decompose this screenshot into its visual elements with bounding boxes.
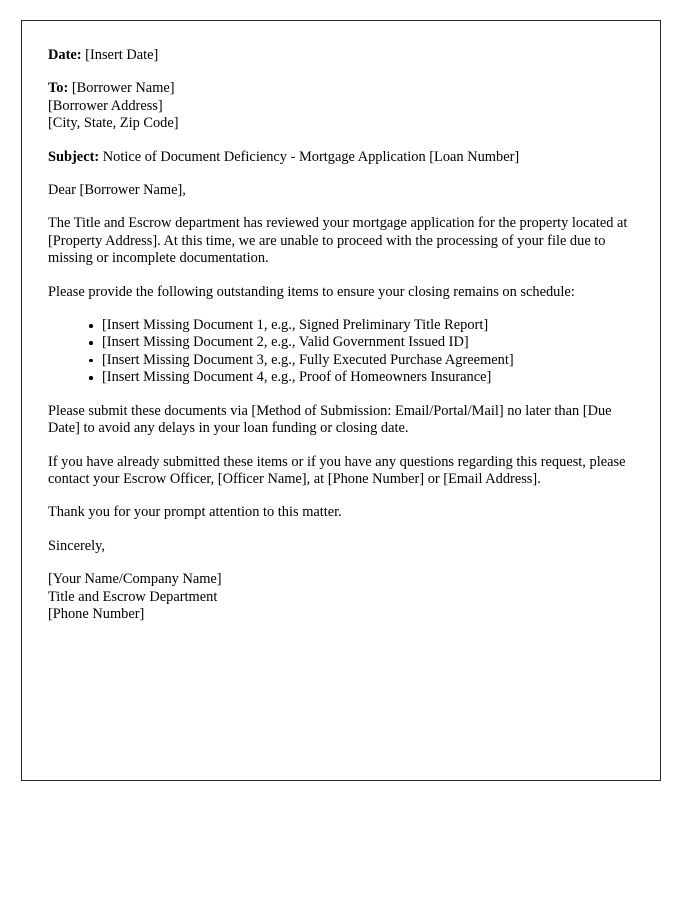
letter-content xyxy=(48,47,636,623)
recipient-name: [Borrower Name] xyxy=(71,80,175,97)
bullet-icon xyxy=(89,341,93,345)
list-item-label: [Insert Missing Document 1, e.g., Signed Preliminary Title Report] xyxy=(102,317,489,334)
subject-label: Subject: xyxy=(48,148,100,165)
body-paragraph-3: Please submit these documents via [Method of Submission: Email/Portal/Mail] no later than [Due Date] to avoid any delays in your loan funding or closing date. xyxy=(48,402,612,437)
list-item xyxy=(102,334,636,351)
signature-department: Title and Escrow Department xyxy=(48,588,218,605)
list-item-label: [Insert Missing Document 2, e.g., Valid Government Issued ID] xyxy=(102,334,469,351)
subject-block xyxy=(48,149,636,166)
bullet-icon xyxy=(89,359,93,363)
recipient-name-line xyxy=(48,80,636,97)
list-item-label: [Insert Missing Document 3, e.g., Fully Executed Purchase Agreement] xyxy=(102,351,514,368)
closing-block xyxy=(48,538,636,555)
recipient-city-state-zip: [City, State, Zip Code] xyxy=(48,115,179,132)
signature-name: [Your Name/Company Name] xyxy=(48,571,222,588)
list-item-label: [Insert Missing Document 4, e.g., Proof of Homeowners Insurance] xyxy=(102,369,492,386)
letter-page xyxy=(21,20,661,781)
list-item xyxy=(102,317,636,334)
date-line xyxy=(48,47,636,64)
closing-salutation: Sincerely, xyxy=(48,537,106,554)
body-paragraph-5: Thank you for your prompt attention to this matter. xyxy=(48,504,342,521)
greeting: Dear [Borrower Name], xyxy=(48,182,186,199)
greeting-block xyxy=(48,182,636,199)
signature-phone: [Phone Number] xyxy=(48,605,145,622)
list-item xyxy=(102,369,636,386)
body-paragraph-4: If you have already submitted these items or if you have any questions regarding this request, please contact your Escrow Officer, [Officer Name], at [Phone Number] or [Email Address]. xyxy=(48,453,626,487)
recipient-block xyxy=(48,80,636,132)
bullet-icon xyxy=(89,324,93,328)
date-label: Date: xyxy=(48,47,82,63)
subject-value: Notice of Document Deficiency - Mortgage Application [Loan Number] xyxy=(102,148,520,165)
date-value: [Insert Date] xyxy=(85,47,159,63)
body-paragraph-2: Please provide the following outstanding items to ensure your closing remains on schedule: xyxy=(48,283,575,300)
subject-line xyxy=(48,149,636,166)
list-item xyxy=(102,352,636,369)
bullet-icon xyxy=(89,376,93,380)
recipient-address: [Borrower Address] xyxy=(48,97,163,114)
signature-block xyxy=(48,571,636,623)
to-label: To: xyxy=(48,80,69,97)
missing-documents-list xyxy=(48,317,636,387)
date-block xyxy=(48,47,636,64)
body-paragraph-1: The Title and Escrow department has reviewed your mortgage application for the property located at [Property Address]. At this time, we are unable to proceed with the processing of your file due to missing or incomplete documentation. xyxy=(48,215,628,267)
